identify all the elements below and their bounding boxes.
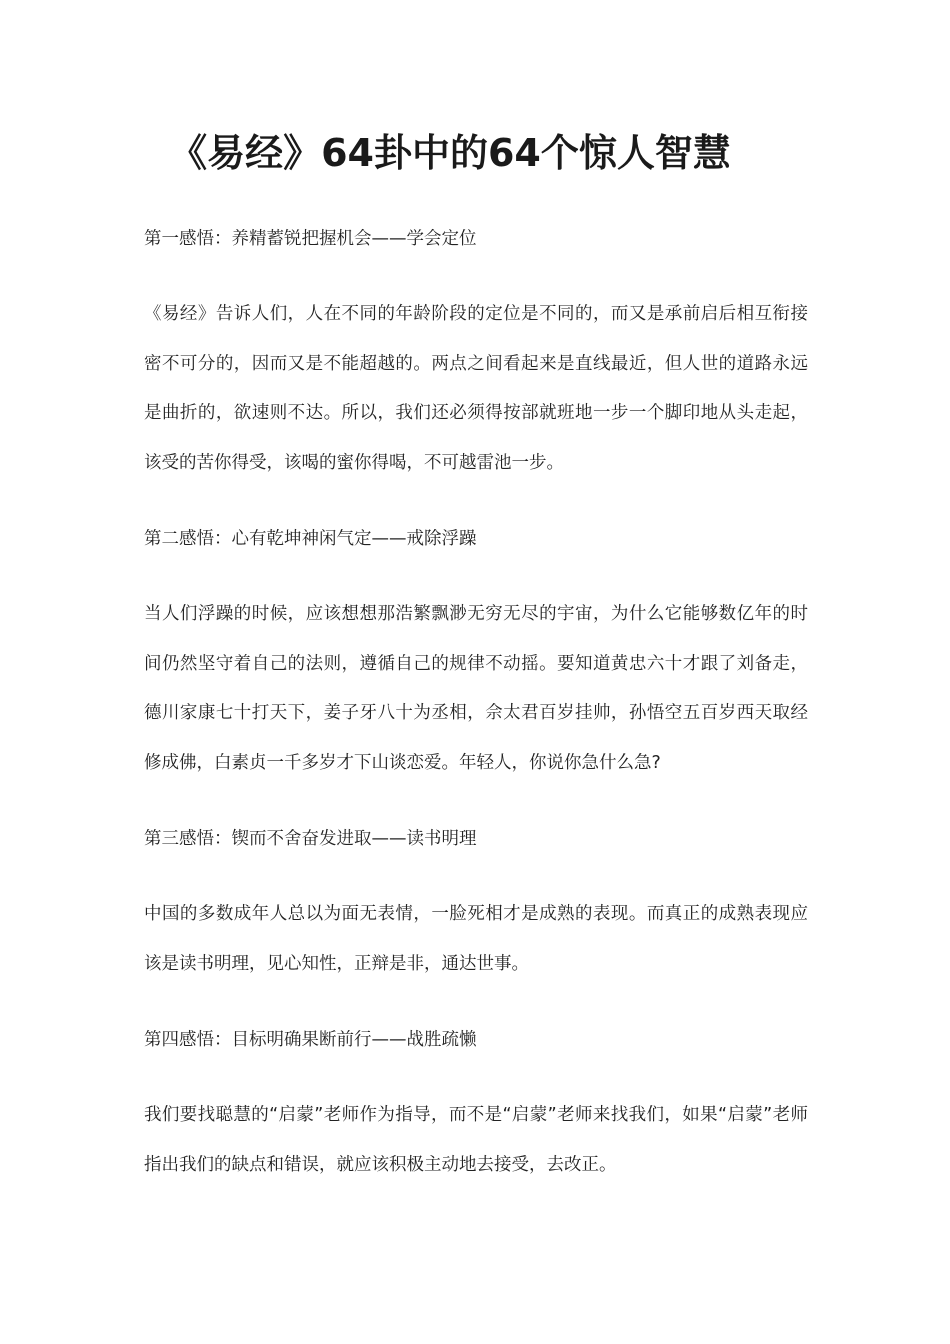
section-paragraph-3: 中国的多数成年人总以为面无表情，一脸死相才是成熟的表现。而真正的成熟表现应该是读书明理，见心知性，正辩是非，通达世事。 <box>144 904 808 974</box>
section-heading-2: 第二感悟：心有乾坤神闲气定——戒除浮躁 <box>144 529 477 549</box>
section-paragraph-2: 当人们浮躁的时候，应该想想那浩繁飘渺无穷无尽的宇宙，为什么它能够数亿年的时间仍然坚守着自己的法则，遵循自己的规律不动摇。要知道黄忠六十才跟了刘备走，德川家康七十打天下，姜子牙八十为丞相，佘太君百岁挂帅，孙悟空五百岁西天取经修成佛，白素贞一千多岁才下山谈恋爱。年轻人，你说你急什么急? <box>144 604 808 773</box>
section-heading-4: 第四感悟：目标明确果断前行——战胜疏懒 <box>144 1030 477 1050</box>
section-paragraph-1: 《易经》告诉人们，人在不同的年龄阶段的定位是不同的，而又是承前启后相互衔接密不可分的，因而又是不能超越的。两点之间看起来是直线最近，但人世的道路永远是曲折的，欲速则不达。所以，我们还必须得按部就班地一步一个脚印地从头走起，该受的苦你得受，该喝的蜜你得喝，不可越雷池一步。 <box>144 304 808 473</box>
section-heading-3: 第三感悟：锲而不舍奋发进取——读书明理 <box>144 829 477 849</box>
section-paragraph-4: 我们要找聪慧的“启蒙”老师作为指导，而不是“启蒙”老师来找我们，如果“启蒙”老师指出我们的缺点和错误，就应该积极主动地去接受，去改正。 <box>144 1105 808 1175</box>
document-title: 《易经》64卦中的64个惊人智慧 <box>169 131 731 175</box>
document-body <box>144 214 808 1216</box>
section-heading-1: 第一感悟：养精蓄锐把握机会——学会定位 <box>144 229 477 249</box>
